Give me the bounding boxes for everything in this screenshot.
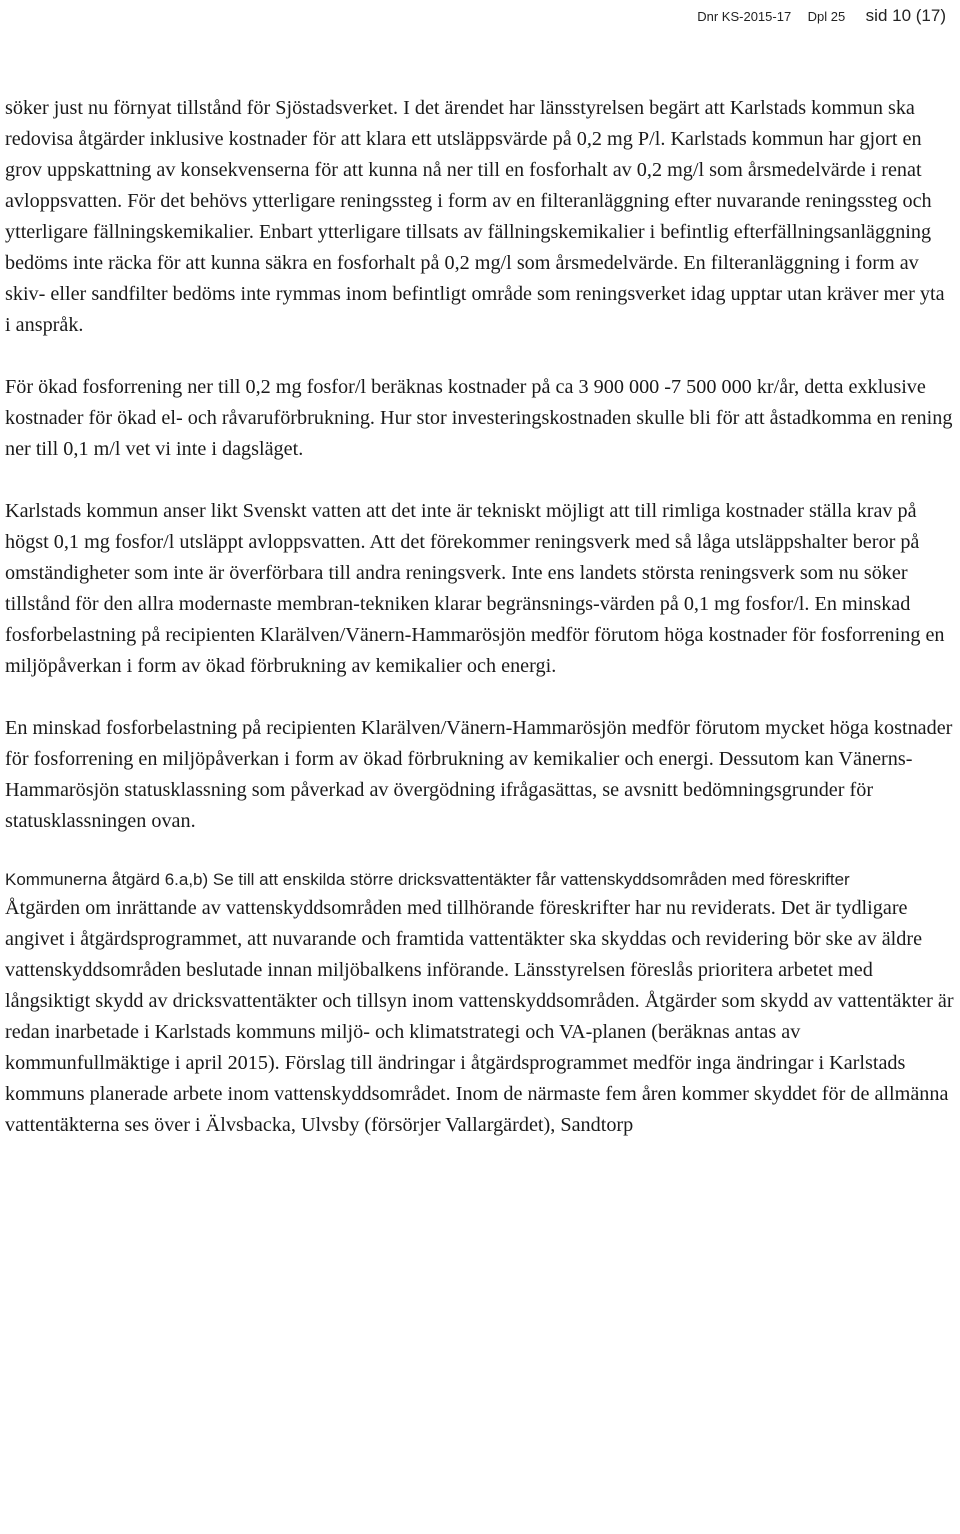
page-number: sid 10 (17) xyxy=(865,6,946,25)
document-body xyxy=(5,93,955,1141)
section-heading: Kommunerna åtgärd 6.a,b) Se till att enskilda större dricksvattentäkter får vattenskyddsområden med föreskrifter xyxy=(5,870,850,889)
body-paragraph: För ökad fosforrening ner till 0,2 mg fosfor/l beräknas kostnader på ca 3 900 000 -7 500 000 kr/år, detta exklusive kostnader för ökad el- och råvaruförbrukning. Hur stor investeringskostnaden skulle bli för att åstadkomma en rening ner till 0,1 m/l vet vi inte i dagsläget. xyxy=(5,376,953,460)
body-paragraph: Karlstads kommun anser likt Svenskt vatten att det inte är tekniskt möjligt att till rimliga kostnader ställa krav på högst 0,1 mg fosfor/l utsläppt avloppsvatten. Att det förekommer reningsverk med så låga utsläppshalter beror på omständigheter som inte är överförbara till andra reningsverk. Inte ens landets största reningsverk som nu söker tillstånd för den allra modernaste membran-tekniken klarar begränsnings-värden på 0,1 mg fosfor/l. En minskad fosforbelastning på recipienten Klarälven/Vänern-Hammarösjön medför förutom höga kostnader för fosforrening en miljöpåverkan i form av ökad förbrukning av kemikalier och energi. xyxy=(5,500,945,677)
paragraph-number: Dpl 25 xyxy=(807,9,846,24)
body-paragraph: söker just nu förnyat tillstånd för Sjöstadsverket. I det ärendet har länsstyrelsen begärt att Karlstads kommun ska redovisa åtgärder inklusive kostnader för att klara ett utsläppsvärde på 0,2 mg P/l. Karlstads kommun har gjort en grov uppskattning av konsekvenserna för att kunna nå ner till en fosforhalt av 0,2 mg/l som årsmedelvärde i renat avloppsvatten. För det behövs ytterligare reningssteg i form av en filteranläggning efter nuvarande reningssteg och ytterligare fällningskemikalier. Enbart ytterligare tillsats av fällningskemikalier i befintlig efterfällningsanläggning bedöms inte räcka för att kunna säkra en fosforhalt på 0,2 mg/l som årsmedelvärde. En filteranläggning i form av skiv- eller sandfilter bedöms inte rymmas inom befintligt område som reningsverket idag upptar utan kräver mer yta i anspråk. xyxy=(5,97,945,336)
body-paragraph: En minskad fosforbelastning på recipienten Klarälven/Vänern-Hammarösjön medför förutom mycket höga kostnader för fosforrening en miljöpåverkan i form av ökad förbrukning av kemikalier och energi. Dessutom kan Vänerns-Hammarösjön statusklassning som påverkad av övergödning ifrågasättas, se avsnitt bedömningsgrunder för statusklassningen ovan. xyxy=(5,717,953,832)
document-number: Dnr KS-2015-17 xyxy=(697,9,792,24)
section-body: Åtgärden om inrättande av vattenskyddsområden med tillhörande föreskrifter har nu reviderats. Det är tydligare angivet i åtgärdsprogrammet, att nuvarande och framtida vattentäkter ska skyddas och revidering bör ske av äldre vattenskyddsområden beslutade innan miljöbalkens införande. Länsstyrelsen föreslås prioritera arbetet med långsiktigt skydd av dricksvattentäkter och tillsyn inom vattenskyddsområden. Åtgärder som skydd av vattentäkter är redan inarbetade i Karlstads kommuns miljö- och klimatstrategi och VA-planen (beräknas antas av kommunfullmäktige i april 2015). Förslag till ändringar i åtgärdsprogrammet medför inga ändringar i Karlstads kommuns planerade arbete inom vattenskyddsområdet. Inom de närmaste fem åren kommer skyddet för de allmänna vattentäkterna ses över i Älvsbacka, Ulvsby (försörjer Vallargärdet), Sandtorp xyxy=(5,897,954,1136)
page-header xyxy=(697,6,946,26)
